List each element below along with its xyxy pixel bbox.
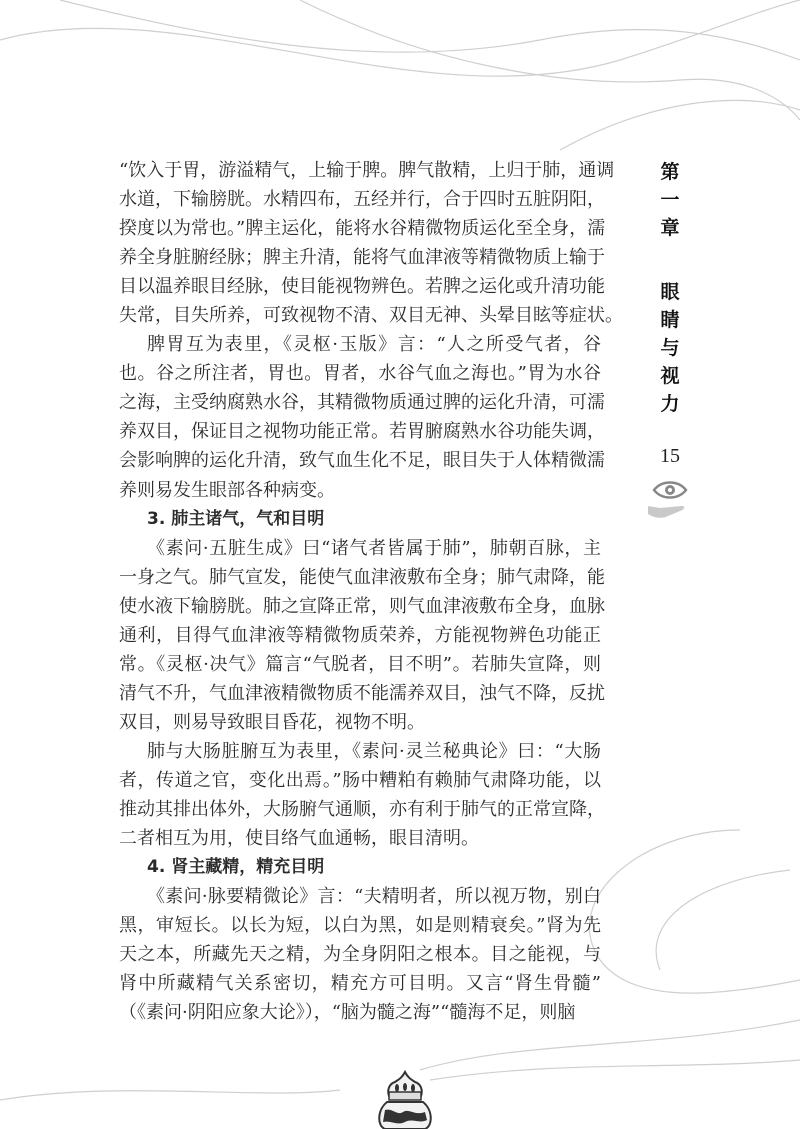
text-line: 黑，审短长。以长为短，以白为黑，如是则精衰矣。”肾为先: [119, 915, 601, 937]
chapter-title-char: 与: [660, 337, 680, 359]
text-line: 揆度以为常也。”脾主运化，能将水谷精微物质运化至全身，濡: [119, 218, 606, 240]
text-line: 肾中所藏精气关系密切，精充方可目明。又言“肾生骨髓”: [119, 973, 601, 995]
text-line: 推动其排出体外，大肠腑气通顺，亦有利于肺气的正常宣降，: [119, 799, 605, 821]
hand-icon: [646, 502, 686, 520]
text-line: （《素问·阴阳应象大论》），“脑为髓之海”“髓海不足，则脑: [119, 1002, 576, 1024]
section-heading: [119, 853, 601, 882]
text-line: 肺与大肠脏腑互为表里，《素问·灵兰秘典论》曰：“大肠: [147, 740, 601, 762]
text-line: 使水液下输膀胱。肺之宣降正常，则气血津液敷布全身，血脉: [119, 595, 605, 617]
eye-icon: [652, 480, 688, 500]
text-line: 者，传道之官，变化出焉。”肠中糟粕有赖肺气肃降功能，以: [119, 769, 601, 791]
text-line: 清气不升，气血津液精微物质不能濡养双目，浊气不降，反扰: [119, 682, 605, 704]
chapter-sidebar: [650, 158, 690, 418]
text-line: 失常，目失所养，可致视物不清、双目无神、头晕目眩等症状。: [119, 305, 623, 327]
text-line: 《素问·脉要精微论》言：“夫精明者，所以视万物，别白: [147, 886, 601, 908]
paragraph: [119, 882, 601, 1027]
page-number: 15: [660, 445, 680, 467]
chapter-title-char: 视: [660, 365, 680, 387]
text-line: 3. 肺主诸气，气和目明: [147, 508, 325, 529]
text-line: 水道，下输膀胱。水精四布，五经并行，合于四时五脏阴阳，: [119, 189, 605, 211]
text-line: 会影响脾的运化升清，致气血生化不足，眼目失于人体精微濡: [119, 450, 605, 472]
text-line: 常。《灵枢·决气》篇言“气脱者，目不明”。若肺失宣降，则: [119, 653, 601, 675]
chapter-title-char: 睛: [660, 309, 680, 331]
chapter-title-char: 力: [660, 393, 680, 415]
text-line: 目以温养眼目经脉，使目能视物辨色。若脾之运化或升清功能: [119, 276, 605, 298]
section-heading: [119, 505, 601, 534]
text-line: 4. 肾主藏精，精充目明: [147, 857, 325, 878]
text-line: 养全身脏腑经脉；脾主升清，能将气血津液等精微物质上输于: [119, 247, 605, 269]
chapter-label-char: 章: [660, 217, 680, 239]
vase-ornament: [375, 1070, 435, 1129]
text-line: “饮入于胃，游溢精气，上输于脾。脾气散精，上归于肺，通调: [119, 160, 615, 181]
paragraph: [119, 737, 605, 853]
paragraph: [119, 534, 605, 737]
chapter-label-char: 第: [660, 161, 680, 183]
text-line: 养双目，保证目之视物功能正常。若胃腑腐熟水谷功能失调，: [119, 421, 605, 443]
paragraph: [119, 156, 623, 330]
chapter-label-char: 一: [660, 189, 680, 211]
text-line: 天之本，所藏先天之精，为全身阴阳之根本。目之能视，与: [119, 944, 601, 966]
paragraph: [119, 330, 605, 504]
text-line: 脾胃互为表里，《灵枢·玉版》言：“人之所受气者，谷: [147, 334, 601, 356]
body-text: [119, 156, 623, 1027]
text-line: 也。谷之所注者，胃也。胃者，水谷气血之海也。”胃为水谷: [119, 363, 601, 385]
text-line: 《素问·五脏生成》曰“诸气者皆属于肺”，肺朝百脉，主: [147, 537, 601, 559]
text-line: 之海，主受纳腐熟水谷，其精微物质通过脾的运化升清，可濡: [119, 392, 605, 414]
text-line: 养则易发生眼部各种病变。: [119, 479, 335, 501]
text-line: 双目，则易导致眼目昏花，视物不明。: [119, 711, 425, 733]
text-line: 二者相互为用，使目络气血通畅，眼目清明。: [119, 828, 479, 850]
text-line: 通利，目得气血津液等精微物质荣养，方能视物辨色功能正: [119, 624, 601, 646]
text-line: 一身之气。肺气宣发，能使气血津液敷布全身；肺气肃降，能: [119, 566, 605, 588]
chapter-title-char: 眼: [660, 281, 680, 303]
